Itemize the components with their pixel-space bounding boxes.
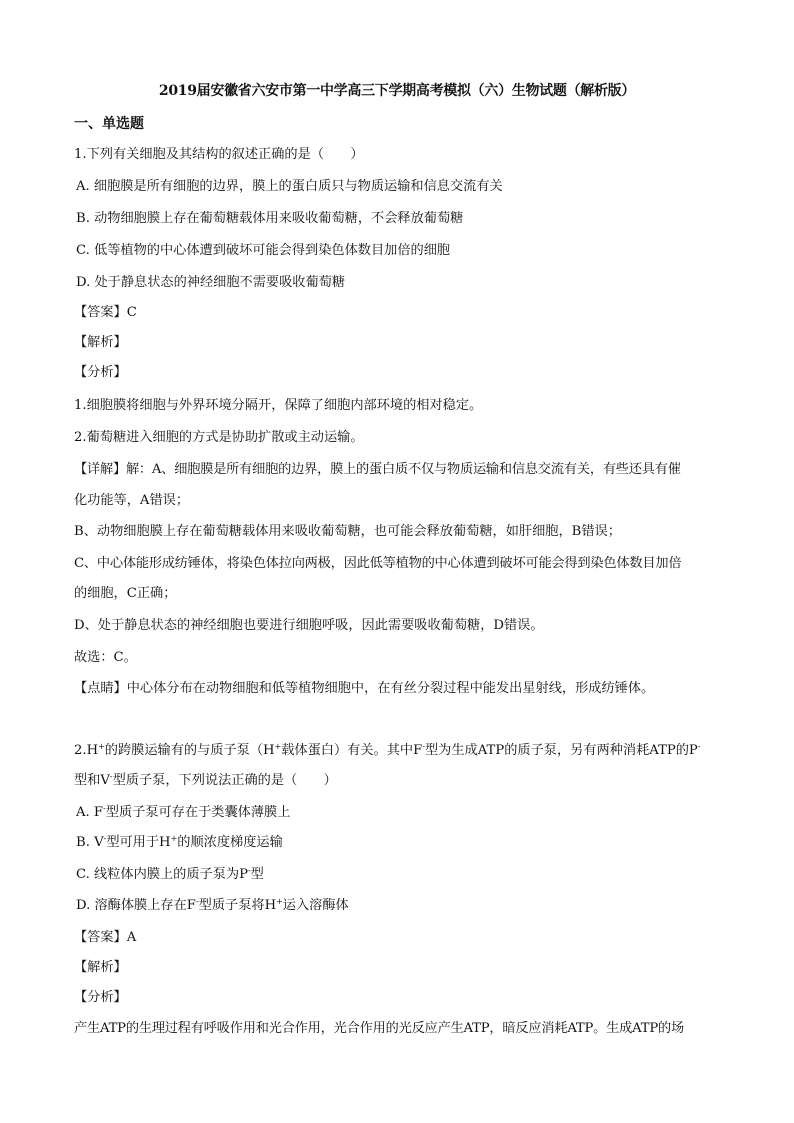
option-text: C. 线粒体内膜上的质子泵为P — [76, 867, 248, 882]
question-2-option-a — [76, 804, 736, 822]
question-1-detail-line-2: 化功能等，A错误； — [74, 493, 190, 508]
question-1-detail-b: B、动物细胞膜上存在葡萄糖载体用来吸收葡萄糖，也可能会释放葡萄糖，如肝细胞，B错误； — [74, 524, 621, 539]
option-text: 型质子泵将H — [198, 898, 277, 913]
superscript-minus: - — [195, 897, 199, 906]
question-1-analysis-label: 【解析】 — [74, 335, 127, 350]
question-2-stem-line-1 — [74, 742, 734, 760]
question-1-fenxi-label: 【分析】 — [74, 365, 127, 380]
superscript-plus: + — [98, 742, 105, 751]
question-2-answer: 【答案】A — [74, 930, 137, 945]
superscript-minus: - — [109, 772, 113, 781]
question-1-point-1: 1.细胞膜将细胞与外界环境分隔开，保障了细胞内部环境的相对稳定。 — [74, 398, 483, 413]
superscript-minus: - — [422, 742, 425, 751]
question-1-detail-c-2: 的细胞，C正确； — [74, 586, 177, 601]
question-1-note: 【点睛】中心体分布在动物细胞和低等植物细胞中，在有丝分裂过程中能发出星射线，形成纺锤体。 — [74, 681, 655, 696]
question-1-detail-line-1: 【详解】解：A、细胞膜是所有细胞的边界，膜上的蛋白质不仅与物质运输和信息交流有关，有些还具有催 — [74, 462, 681, 477]
option-text: 型 — [250, 867, 264, 882]
question-1-option-c: C. 低等植物的中心体遭到破坏可能会得到染色体数目加倍的细胞 — [76, 243, 451, 258]
question-2-stem-part: 的跨膜运输有的与质子泵（H — [104, 743, 275, 758]
question-2-option-b — [76, 834, 736, 852]
question-2-analysis-label: 【解析】 — [74, 960, 127, 975]
superscript-minus: - — [103, 834, 107, 843]
option-text: 运入溶酶体 — [282, 898, 349, 913]
question-2-stem-part: 型质子泵，下列说法正确的是（ ） — [112, 773, 337, 788]
superscript-plus: + — [170, 834, 178, 843]
question-2-stem-part: 型为生成ATP的质子泵，另有两种消耗ATP的P — [424, 743, 698, 758]
option-text: A. F — [76, 805, 104, 820]
option-text: B. V — [76, 835, 104, 850]
question-2-stem-line-2 — [74, 772, 734, 790]
question-2-stem-part: 载体蛋白）有关。其中F — [281, 743, 423, 758]
option-text: 的顺浓度梯度运输 — [177, 835, 283, 850]
question-1-option-d: D. 处于静息状态的神经细胞不需要吸收葡萄糖 — [76, 275, 346, 290]
question-1-stem: 1.下列有关细胞及其结构的叙述正确的是（ ） — [74, 147, 364, 162]
question-1-option-b: B. 动物细胞膜上存在葡萄糖载体用来吸收葡萄糖，不会释放葡萄糖 — [76, 211, 464, 226]
question-1-detail-d: D、处于静息状态的神经细胞也要进行细胞呼吸，因此需要吸收葡萄糖，D错误。 — [74, 618, 544, 633]
question-1-point-2: 2.葡萄糖进入细胞的方式是协助扩散或主动运输。 — [74, 430, 364, 445]
option-text: 型质子泵可存在于类囊体薄膜上 — [105, 805, 291, 820]
question-2-stem-part: 型和V — [74, 773, 110, 788]
question-2-analysis-text: 产生ATP的生理过程有呼吸作用和光合作用，光合作用的光反应产生ATP，暗反应消耗ATP。生成ATP的场 — [74, 1021, 684, 1036]
superscript-minus: - — [697, 742, 701, 751]
question-1-answer: 【答案】C — [74, 305, 137, 320]
question-2-option-c — [76, 866, 736, 884]
superscript-minus: - — [103, 804, 106, 813]
document-title: 2019届安徽省六安市第一中学高三下学期高考模拟（六）生物试题（解析版） — [158, 83, 636, 99]
question-1-option-a: A. 细胞膜是所有细胞的边界，膜上的蛋白质只与物质运输和信息交流有关 — [76, 179, 503, 194]
option-text: D. 溶酶体膜上存在F — [76, 898, 196, 913]
superscript-plus: + — [274, 742, 282, 751]
question-1-choice: 故选：C。 — [74, 650, 137, 665]
section-heading: 一、单选题 — [74, 116, 144, 132]
option-text: 型可用于H — [106, 835, 171, 850]
question-2-stem-part: 2.H — [74, 743, 99, 758]
question-1-detail-c-1: C、中心体能形成纺锤体，将染色体拉向两极，因此低等植物的中心体遭到破坏可能会得到染色体数目加倍 — [74, 556, 682, 571]
question-2-option-d — [76, 897, 736, 915]
superscript-plus: + — [276, 897, 283, 906]
question-2-fenxi-label: 【分析】 — [74, 990, 127, 1005]
superscript-minus: - — [247, 866, 251, 875]
